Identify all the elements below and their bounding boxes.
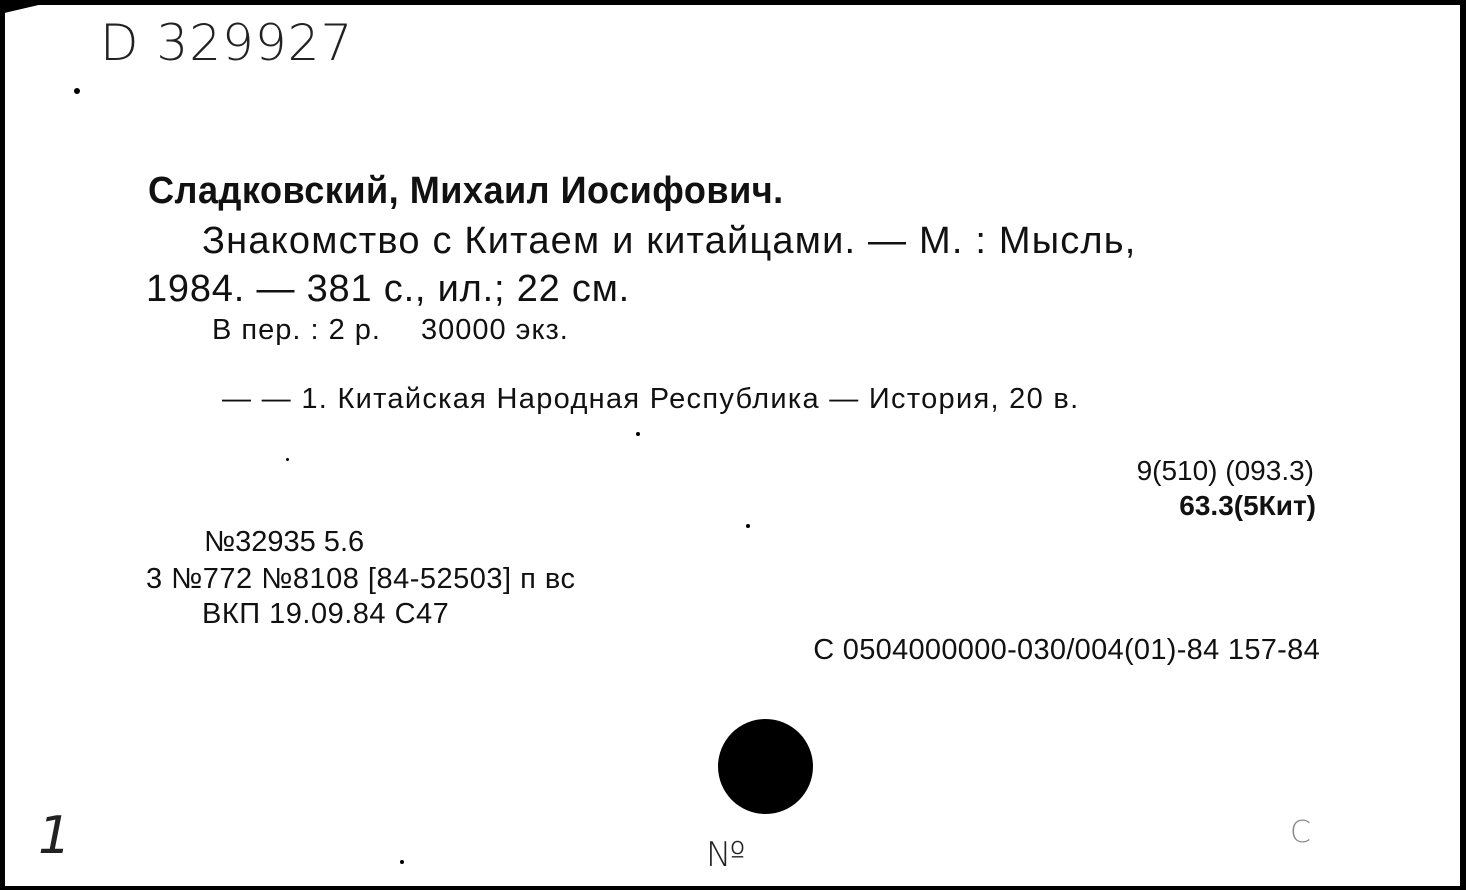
service-line-3: ВКП 19.09.84 С47 — [202, 598, 450, 630]
punch-hole — [718, 719, 813, 814]
price: В пер. : 2 р. — [212, 314, 381, 346]
service-line-2: 3 №772 №8108 [84-52503] п вс — [146, 563, 576, 595]
price-line — [212, 314, 569, 347]
card-border-bottom — [0, 886, 1466, 890]
title-line-1: Знакомство с Китаем и китайцами. — М. : Мысль, — [202, 220, 1137, 262]
speck — [400, 860, 404, 864]
card-border-top — [0, 0, 1466, 5]
speck — [636, 432, 640, 436]
handwritten-corner-number: 1 — [38, 806, 72, 866]
title-line-2: 1984. — 381 с., ил.; 22 см. — [146, 268, 631, 310]
bbk-index: 63.3(5Кит) — [1179, 490, 1316, 521]
card-border-right — [1460, 0, 1466, 890]
udc-index: 9(510) (093.3) — [1136, 455, 1314, 486]
card-corner-cut — [0, 0, 60, 14]
speck — [746, 524, 750, 528]
speck — [74, 88, 80, 94]
speck — [286, 458, 289, 461]
author-heading: Сладковский, Михаил Иосифович. — [148, 170, 784, 212]
card-border-left — [0, 0, 5, 890]
service-line-1: №32935 5.6 — [204, 526, 365, 558]
print-run: 30000 экз. — [420, 314, 569, 346]
handwritten-bottom-mark: № — [706, 835, 746, 875]
inventory-number: D 329927 — [100, 14, 354, 72]
subject-heading: — — 1. Китайская Народная Республика — История, 20 в. — [222, 383, 1080, 415]
handwritten-right-mark: С — [1290, 815, 1311, 850]
isbn-code: С 0504000000-030/004(01)-84 157-84 — [813, 634, 1320, 666]
